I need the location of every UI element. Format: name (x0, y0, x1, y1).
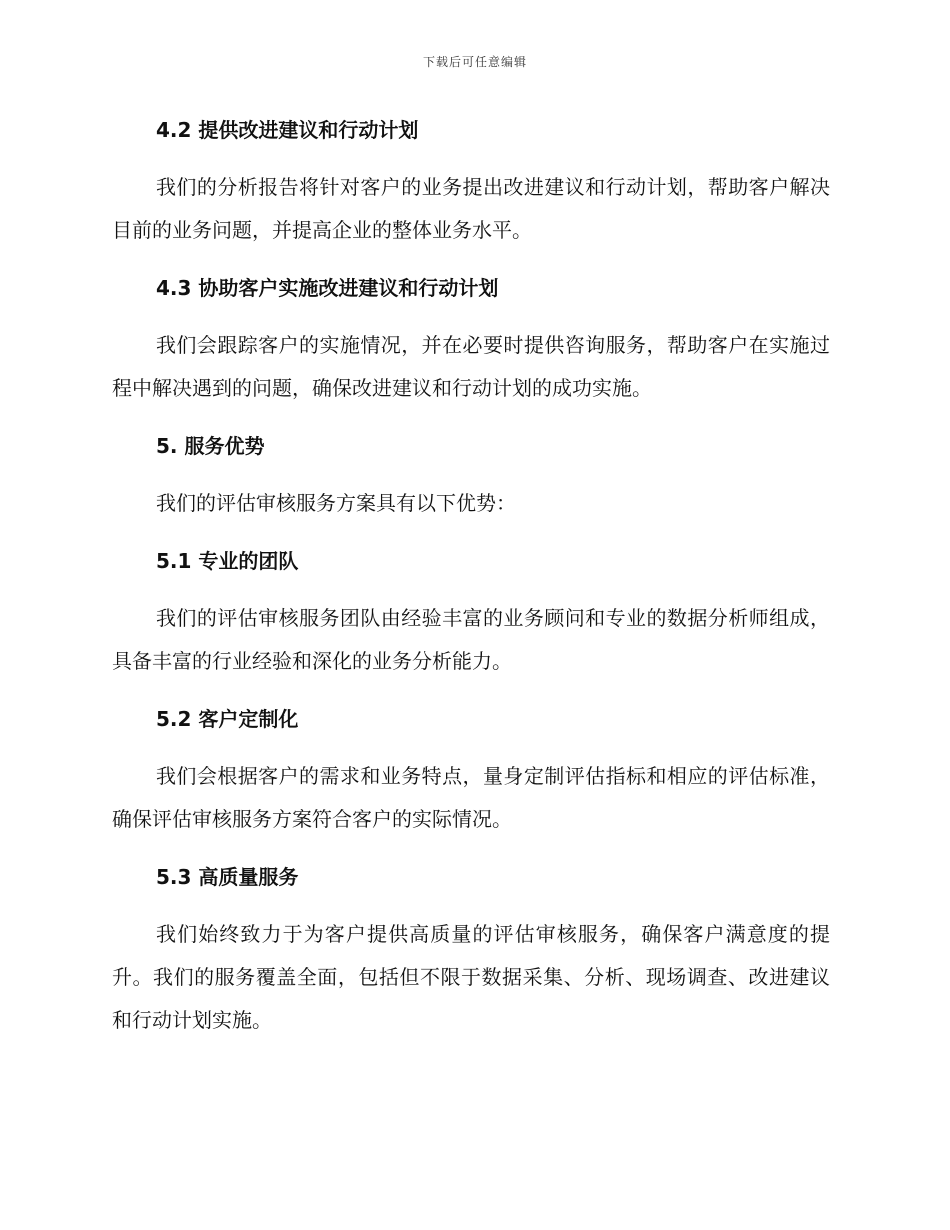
section-heading-4-3: 4.3 协助客户实施改进建议和行动计划 (156, 276, 499, 300)
document-body (112, 110, 830, 1042)
section-heading-5-1: 5.1 专业的团队 (156, 549, 299, 573)
header-note: 下载后可任意编辑 (422, 55, 527, 69)
paragraph-5-1: 我们的评估审核服务团队由经验丰富的业务顾问和专业的数据分析师组成，具备丰富的行业经验和深化的业务分析能力。 (112, 606, 830, 673)
paragraph-4-2: 我们的分析报告将针对客户的业务提出改进建议和行动计划，帮助客户解决目前的业务问题，并提高企业的整体业务水平。 (112, 175, 830, 242)
section-heading-4-2: 4.2 提供改进建议和行动计划 (156, 118, 419, 142)
paragraph-5: 我们的评估审核服务方案具有以下优势： (156, 491, 516, 515)
paragraph-4-3: 我们会跟踪客户的实施情况，并在必要时提供咨询服务，帮助客户在实施过程中解决遇到的问题，确保改进建议和行动计划的成功实施。 (112, 333, 830, 400)
section-heading-5: 5. 服务优势 (156, 434, 265, 458)
section-heading-5-3: 5.3 高质量服务 (156, 865, 299, 889)
section-heading-5-2: 5.2 客户定制化 (156, 707, 299, 731)
paragraph-5-2: 我们会根据客户的需求和业务特点，量身定制评估指标和相应的评估标准，确保评估审核服务方案符合客户的实际情况。 (112, 764, 830, 831)
paragraph-5-3: 我们始终致力于为客户提供高质量的评估审核服务，确保客户满意度的提升。我们的服务覆盖全面，包括但不限于数据采集、分析、现场调查、改进建议和行动计划实施。 (112, 922, 830, 1032)
